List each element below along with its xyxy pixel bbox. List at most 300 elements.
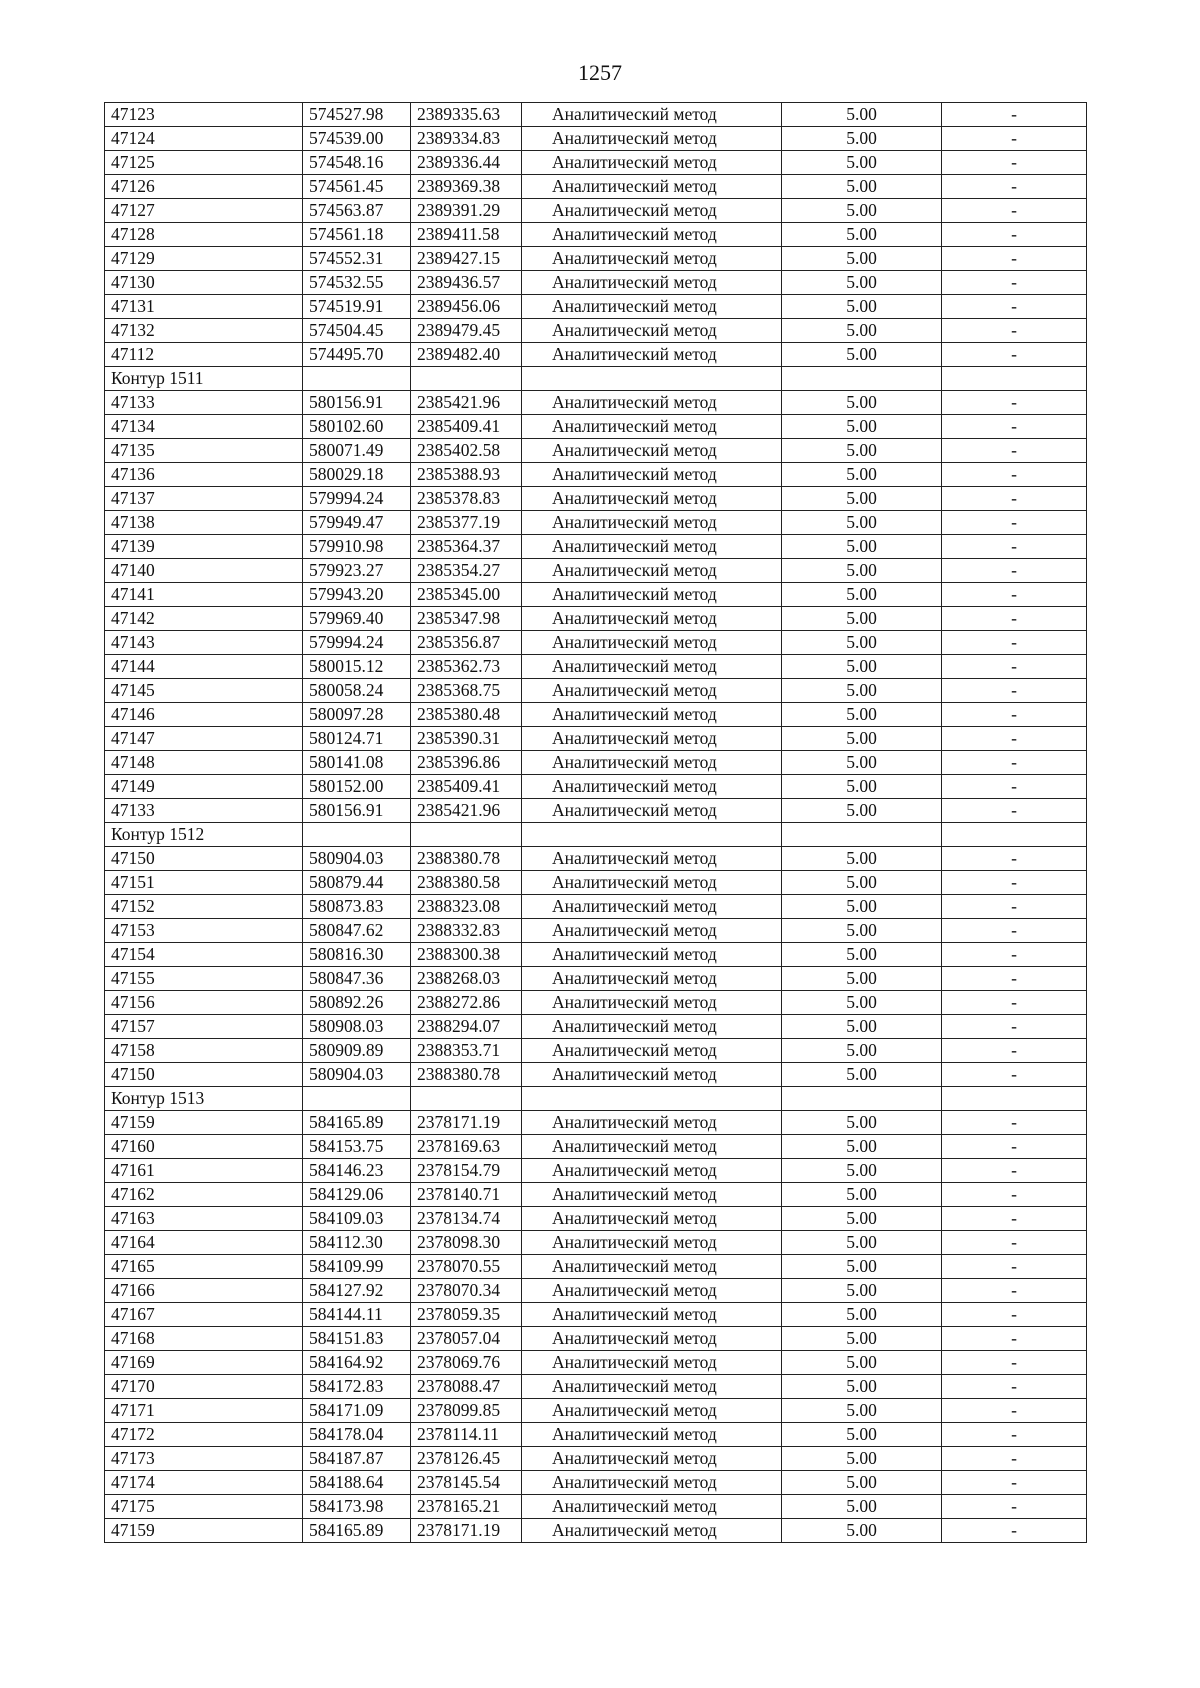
accuracy: 5.00 <box>782 943 942 967</box>
accuracy: 5.00 <box>782 847 942 871</box>
method: Аналитический метод <box>522 919 782 943</box>
coord-y: 2388294.07 <box>411 1015 522 1039</box>
method: Аналитический метод <box>522 1279 782 1303</box>
method: Аналитический метод <box>522 943 782 967</box>
accuracy: 5.00 <box>782 1039 942 1063</box>
table-row <box>105 151 1087 175</box>
method: Аналитический метод <box>522 151 782 175</box>
accuracy: 5.00 <box>782 1375 942 1399</box>
coord-y: 2389411.58 <box>411 223 522 247</box>
note: - <box>942 1327 1087 1351</box>
coord-y: 2388353.71 <box>411 1039 522 1063</box>
coord-y: 2378069.76 <box>411 1351 522 1375</box>
coord-x: 584165.89 <box>303 1519 411 1543</box>
coord-x: 580097.28 <box>303 703 411 727</box>
point-id: 47136 <box>105 463 303 487</box>
coord-x: 584188.64 <box>303 1471 411 1495</box>
accuracy: 5.00 <box>782 799 942 823</box>
coord-x: 584151.83 <box>303 1327 411 1351</box>
note: - <box>942 1447 1087 1471</box>
empty-cell <box>522 367 782 391</box>
accuracy: 5.00 <box>782 1135 942 1159</box>
note: - <box>942 1039 1087 1063</box>
accuracy: 5.00 <box>782 1063 942 1087</box>
method: Аналитический метод <box>522 103 782 127</box>
empty-cell <box>303 367 411 391</box>
note: - <box>942 535 1087 559</box>
accuracy: 5.00 <box>782 1471 942 1495</box>
accuracy: 5.00 <box>782 127 942 151</box>
table-row <box>105 1111 1087 1135</box>
accuracy: 5.00 <box>782 1327 942 1351</box>
table-row <box>105 415 1087 439</box>
coord-x: 584178.04 <box>303 1423 411 1447</box>
point-id: 47168 <box>105 1327 303 1351</box>
accuracy: 5.00 <box>782 247 942 271</box>
point-id: 47155 <box>105 967 303 991</box>
point-id: 47145 <box>105 679 303 703</box>
coord-x: 574527.98 <box>303 103 411 127</box>
coord-x: 580156.91 <box>303 391 411 415</box>
accuracy: 5.00 <box>782 535 942 559</box>
coord-x: 584144.11 <box>303 1303 411 1327</box>
method: Аналитический метод <box>522 1135 782 1159</box>
method: Аналитический метод <box>522 487 782 511</box>
table-row <box>105 631 1087 655</box>
coord-x: 580879.44 <box>303 871 411 895</box>
coord-y: 2385409.41 <box>411 775 522 799</box>
coord-y: 2385347.98 <box>411 607 522 631</box>
note: - <box>942 727 1087 751</box>
note: - <box>942 1519 1087 1543</box>
coord-y: 2378154.79 <box>411 1159 522 1183</box>
accuracy: 5.00 <box>782 1159 942 1183</box>
method: Аналитический метод <box>522 343 782 367</box>
table-row <box>105 1303 1087 1327</box>
coord-y: 2385356.87 <box>411 631 522 655</box>
note: - <box>942 559 1087 583</box>
coord-y: 2388268.03 <box>411 967 522 991</box>
empty-cell <box>411 1087 522 1111</box>
point-id: 47127 <box>105 199 303 223</box>
coord-y: 2389336.44 <box>411 151 522 175</box>
table-row <box>105 1423 1087 1447</box>
accuracy: 5.00 <box>782 463 942 487</box>
note: - <box>942 1495 1087 1519</box>
table-row <box>105 223 1087 247</box>
coord-x: 579969.40 <box>303 607 411 631</box>
table-row <box>105 1159 1087 1183</box>
coord-y: 2378070.55 <box>411 1255 522 1279</box>
method: Аналитический метод <box>522 415 782 439</box>
section-row <box>105 367 1087 391</box>
table-row <box>105 991 1087 1015</box>
accuracy: 5.00 <box>782 1303 942 1327</box>
coord-y: 2378098.30 <box>411 1231 522 1255</box>
coord-y: 2378165.21 <box>411 1495 522 1519</box>
accuracy: 5.00 <box>782 1519 942 1543</box>
table-row <box>105 439 1087 463</box>
coord-x: 580029.18 <box>303 463 411 487</box>
coord-x: 580909.89 <box>303 1039 411 1063</box>
accuracy: 5.00 <box>782 223 942 247</box>
method: Аналитический метод <box>522 439 782 463</box>
coord-y: 2385362.73 <box>411 655 522 679</box>
point-id: 47174 <box>105 1471 303 1495</box>
coord-x: 574552.31 <box>303 247 411 271</box>
point-id: 47139 <box>105 535 303 559</box>
coord-x: 584172.83 <box>303 1375 411 1399</box>
accuracy: 5.00 <box>782 1231 942 1255</box>
coord-y: 2385421.96 <box>411 391 522 415</box>
accuracy: 5.00 <box>782 991 942 1015</box>
accuracy: 5.00 <box>782 295 942 319</box>
note: - <box>942 1135 1087 1159</box>
table-row <box>105 103 1087 127</box>
accuracy: 5.00 <box>782 631 942 655</box>
coord-y: 2385345.00 <box>411 583 522 607</box>
method: Аналитический метод <box>522 775 782 799</box>
accuracy: 5.00 <box>782 1279 942 1303</box>
accuracy: 5.00 <box>782 1207 942 1231</box>
coord-y: 2378145.54 <box>411 1471 522 1495</box>
note: - <box>942 271 1087 295</box>
table-row <box>105 487 1087 511</box>
accuracy: 5.00 <box>782 1399 942 1423</box>
table-row <box>105 1183 1087 1207</box>
method: Аналитический метод <box>522 1231 782 1255</box>
empty-cell <box>942 1087 1087 1111</box>
table-row <box>105 679 1087 703</box>
point-id: 47133 <box>105 391 303 415</box>
coord-y: 2378088.47 <box>411 1375 522 1399</box>
coord-y: 2388332.83 <box>411 919 522 943</box>
method: Аналитический метод <box>522 655 782 679</box>
method: Аналитический метод <box>522 1207 782 1231</box>
note: - <box>942 703 1087 727</box>
coord-x: 584187.87 <box>303 1447 411 1471</box>
coord-y: 2389369.38 <box>411 175 522 199</box>
point-id: 47159 <box>105 1111 303 1135</box>
table-row <box>105 1519 1087 1543</box>
empty-cell <box>782 823 942 847</box>
method: Аналитический метод <box>522 1447 782 1471</box>
coord-x: 579994.24 <box>303 631 411 655</box>
method: Аналитический метод <box>522 295 782 319</box>
coord-x: 579910.98 <box>303 535 411 559</box>
table-row <box>105 535 1087 559</box>
note: - <box>942 1231 1087 1255</box>
coord-x: 579943.20 <box>303 583 411 607</box>
note: - <box>942 223 1087 247</box>
empty-cell <box>303 1087 411 1111</box>
coord-y: 2378171.19 <box>411 1111 522 1135</box>
accuracy: 5.00 <box>782 439 942 463</box>
coord-y: 2385368.75 <box>411 679 522 703</box>
point-id: 47126 <box>105 175 303 199</box>
method: Аналитический метод <box>522 1495 782 1519</box>
method: Аналитический метод <box>522 1183 782 1207</box>
accuracy: 5.00 <box>782 199 942 223</box>
accuracy: 5.00 <box>782 271 942 295</box>
coord-x: 574563.87 <box>303 199 411 223</box>
method: Аналитический метод <box>522 1423 782 1447</box>
point-id: 47133 <box>105 799 303 823</box>
note: - <box>942 439 1087 463</box>
empty-cell <box>411 367 522 391</box>
note: - <box>942 1207 1087 1231</box>
coord-y: 2388380.58 <box>411 871 522 895</box>
point-id: 47124 <box>105 127 303 151</box>
table-row <box>105 655 1087 679</box>
table-row <box>105 895 1087 919</box>
note: - <box>942 871 1087 895</box>
point-id: 47129 <box>105 247 303 271</box>
table-row <box>105 343 1087 367</box>
empty-cell <box>411 823 522 847</box>
coord-x: 574561.18 <box>303 223 411 247</box>
coord-x: 580102.60 <box>303 415 411 439</box>
note: - <box>942 775 1087 799</box>
table-row <box>105 775 1087 799</box>
page-number: 1257 <box>578 60 622 85</box>
point-id: 47146 <box>105 703 303 727</box>
accuracy: 5.00 <box>782 967 942 991</box>
coord-x: 580904.03 <box>303 1063 411 1087</box>
coord-y: 2388300.38 <box>411 943 522 967</box>
accuracy: 5.00 <box>782 343 942 367</box>
table-row <box>105 1471 1087 1495</box>
accuracy: 5.00 <box>782 751 942 775</box>
point-id: 47140 <box>105 559 303 583</box>
table-row <box>105 1135 1087 1159</box>
table-row <box>105 1039 1087 1063</box>
section-title: Контур 1513 <box>105 1087 303 1111</box>
note: - <box>942 1183 1087 1207</box>
point-id: 47112 <box>105 343 303 367</box>
table-row <box>105 1447 1087 1471</box>
accuracy: 5.00 <box>782 511 942 535</box>
coord-y: 2385378.83 <box>411 487 522 511</box>
coord-x: 584153.75 <box>303 1135 411 1159</box>
coord-y: 2378059.35 <box>411 1303 522 1327</box>
point-id: 47147 <box>105 727 303 751</box>
coord-x: 584146.23 <box>303 1159 411 1183</box>
table-row <box>105 199 1087 223</box>
note: - <box>942 415 1087 439</box>
empty-cell <box>782 1087 942 1111</box>
method: Аналитический метод <box>522 391 782 415</box>
method: Аналитический метод <box>522 535 782 559</box>
coord-x: 580892.26 <box>303 991 411 1015</box>
coord-x: 580847.36 <box>303 967 411 991</box>
coord-x: 579923.27 <box>303 559 411 583</box>
method: Аналитический метод <box>522 1063 782 1087</box>
coord-y: 2385380.48 <box>411 703 522 727</box>
coord-x: 574561.45 <box>303 175 411 199</box>
note: - <box>942 1399 1087 1423</box>
method: Аналитический метод <box>522 967 782 991</box>
point-id: 47153 <box>105 919 303 943</box>
note: - <box>942 1063 1087 1087</box>
note: - <box>942 1351 1087 1375</box>
coord-y: 2389482.40 <box>411 343 522 367</box>
method: Аналитический метод <box>522 727 782 751</box>
method: Аналитический метод <box>522 199 782 223</box>
method: Аналитический метод <box>522 247 782 271</box>
method: Аналитический метод <box>522 511 782 535</box>
accuracy: 5.00 <box>782 1111 942 1135</box>
coord-x: 584171.09 <box>303 1399 411 1423</box>
accuracy: 5.00 <box>782 775 942 799</box>
note: - <box>942 1111 1087 1135</box>
empty-cell <box>942 823 1087 847</box>
method: Аналитический метод <box>522 127 782 151</box>
method: Аналитический метод <box>522 895 782 919</box>
empty-cell <box>782 367 942 391</box>
note: - <box>942 391 1087 415</box>
note: - <box>942 1303 1087 1327</box>
table-row <box>105 919 1087 943</box>
method: Аналитический метод <box>522 847 782 871</box>
coord-y: 2378140.71 <box>411 1183 522 1207</box>
note: - <box>942 1279 1087 1303</box>
accuracy: 5.00 <box>782 703 942 727</box>
coord-y: 2378169.63 <box>411 1135 522 1159</box>
coord-x: 584164.92 <box>303 1351 411 1375</box>
coord-x: 580816.30 <box>303 943 411 967</box>
table-row <box>105 1015 1087 1039</box>
method: Аналитический метод <box>522 1303 782 1327</box>
point-id: 47123 <box>105 103 303 127</box>
point-id: 47162 <box>105 1183 303 1207</box>
coord-x: 584173.98 <box>303 1495 411 1519</box>
note: - <box>942 295 1087 319</box>
table-row <box>105 1231 1087 1255</box>
coord-y: 2385390.31 <box>411 727 522 751</box>
coord-x: 580152.00 <box>303 775 411 799</box>
coord-x: 580908.03 <box>303 1015 411 1039</box>
section-title: Контур 1511 <box>105 367 303 391</box>
note: - <box>942 1015 1087 1039</box>
method: Аналитический метод <box>522 223 782 247</box>
accuracy: 5.00 <box>782 487 942 511</box>
method: Аналитический метод <box>522 679 782 703</box>
accuracy: 5.00 <box>782 727 942 751</box>
point-id: 47165 <box>105 1255 303 1279</box>
point-id: 47138 <box>105 511 303 535</box>
accuracy: 5.00 <box>782 919 942 943</box>
coord-x: 574504.45 <box>303 319 411 343</box>
table-row <box>105 1399 1087 1423</box>
note: - <box>942 919 1087 943</box>
point-id: 47170 <box>105 1375 303 1399</box>
method: Аналитический метод <box>522 1399 782 1423</box>
point-id: 47158 <box>105 1039 303 1063</box>
accuracy: 5.00 <box>782 583 942 607</box>
table-row <box>105 607 1087 631</box>
empty-cell <box>303 823 411 847</box>
coord-y: 2388380.78 <box>411 847 522 871</box>
accuracy: 5.00 <box>782 1255 942 1279</box>
section-row <box>105 1087 1087 1111</box>
coord-y: 2389335.63 <box>411 103 522 127</box>
accuracy: 5.00 <box>782 151 942 175</box>
point-id: 47141 <box>105 583 303 607</box>
note: - <box>942 247 1087 271</box>
coord-y: 2388272.86 <box>411 991 522 1015</box>
note: - <box>942 583 1087 607</box>
coord-x: 584109.03 <box>303 1207 411 1231</box>
accuracy: 5.00 <box>782 871 942 895</box>
table-row <box>105 1327 1087 1351</box>
note: - <box>942 847 1087 871</box>
coord-y: 2385377.19 <box>411 511 522 535</box>
coord-x: 584127.92 <box>303 1279 411 1303</box>
coord-x: 580156.91 <box>303 799 411 823</box>
table-row <box>105 247 1087 271</box>
accuracy: 5.00 <box>782 1447 942 1471</box>
table-row <box>105 1255 1087 1279</box>
method: Аналитический метод <box>522 799 782 823</box>
note: - <box>942 1375 1087 1399</box>
accuracy: 5.00 <box>782 1495 942 1519</box>
coord-y: 2385396.86 <box>411 751 522 775</box>
coord-x: 584112.30 <box>303 1231 411 1255</box>
coord-y: 2378099.85 <box>411 1399 522 1423</box>
coord-x: 580071.49 <box>303 439 411 463</box>
coord-x: 584109.99 <box>303 1255 411 1279</box>
accuracy: 5.00 <box>782 1423 942 1447</box>
accuracy: 5.00 <box>782 319 942 343</box>
section-title: Контур 1512 <box>105 823 303 847</box>
coord-y: 2388323.08 <box>411 895 522 919</box>
point-id: 47131 <box>105 295 303 319</box>
coord-y: 2388380.78 <box>411 1063 522 1087</box>
table-row <box>105 559 1087 583</box>
point-id: 47159 <box>105 1519 303 1543</box>
accuracy: 5.00 <box>782 103 942 127</box>
coord-x: 574532.55 <box>303 271 411 295</box>
note: - <box>942 631 1087 655</box>
accuracy: 5.00 <box>782 1015 942 1039</box>
coord-y: 2378126.45 <box>411 1447 522 1471</box>
empty-cell <box>942 367 1087 391</box>
table-row <box>105 127 1087 151</box>
section-row <box>105 823 1087 847</box>
method: Аналитический метод <box>522 871 782 895</box>
method: Аналитический метод <box>522 991 782 1015</box>
coord-x: 574539.00 <box>303 127 411 151</box>
coord-x: 579949.47 <box>303 511 411 535</box>
method: Аналитический метод <box>522 271 782 295</box>
accuracy: 5.00 <box>782 607 942 631</box>
note: - <box>942 175 1087 199</box>
accuracy: 5.00 <box>782 679 942 703</box>
table-row <box>105 583 1087 607</box>
point-id: 47144 <box>105 655 303 679</box>
table-row <box>105 1351 1087 1375</box>
note: - <box>942 607 1087 631</box>
accuracy: 5.00 <box>782 655 942 679</box>
coord-x: 580873.83 <box>303 895 411 919</box>
note: - <box>942 799 1087 823</box>
coord-y: 2385388.93 <box>411 463 522 487</box>
coord-y: 2385364.37 <box>411 535 522 559</box>
point-id: 47154 <box>105 943 303 967</box>
coord-x: 574548.16 <box>303 151 411 175</box>
note: - <box>942 1255 1087 1279</box>
